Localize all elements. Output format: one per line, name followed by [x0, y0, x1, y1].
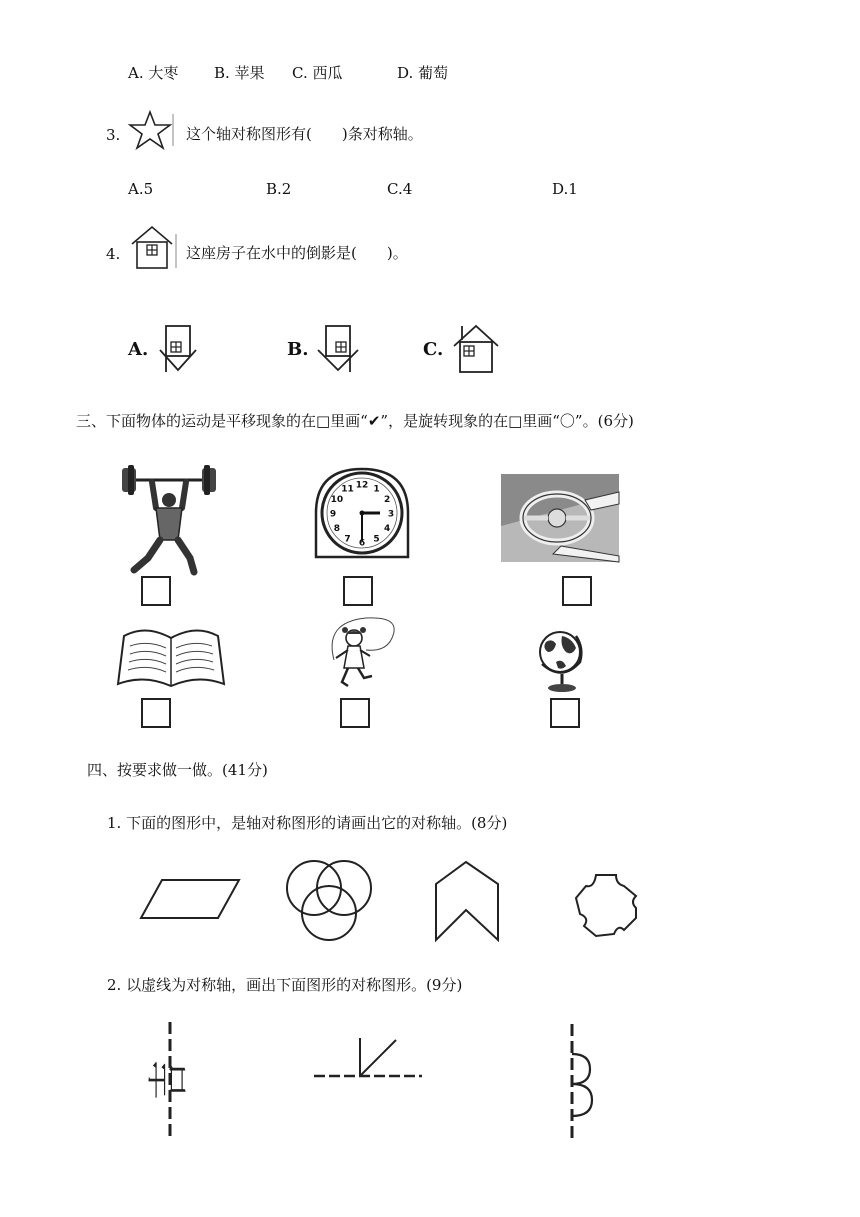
clock-number: 10 [330, 495, 344, 505]
option-d: D. 葡萄 [397, 64, 449, 82]
answer-box-weightlifter[interactable] [141, 576, 171, 606]
option-c: C. 西瓜 [292, 64, 343, 82]
question-3-number: 3. [106, 126, 121, 144]
question-4-number: 4. [106, 245, 121, 263]
open-book-icon [114, 624, 228, 690]
answer-box-globe[interactable] [550, 698, 580, 728]
star-icon [128, 108, 178, 152]
three-circles-shape [284, 858, 376, 946]
clock-number: 7 [344, 534, 351, 545]
angle-mirror-figure [310, 1034, 426, 1084]
answer-box-clock[interactable] [343, 576, 373, 606]
question-4-text: 这座房子在水中的倒影是( )。 [186, 244, 408, 262]
q4-option-a-label: A. [128, 339, 149, 360]
svg-text:吉: 吉 [146, 1060, 192, 1100]
steering-wheel-icon [501, 474, 619, 562]
character-mirror-figure [136, 1018, 192, 1142]
section-4-title: 四、按要求做一做。(41分) [87, 761, 268, 779]
section-4-question-1: 1. 下面的图形中，是轴对称图形的请画出它的对称轴。(8分) [107, 814, 508, 832]
q3-option-c: C.4 [387, 180, 413, 198]
clock-number: 9 [329, 509, 337, 520]
answer-box-book[interactable] [141, 698, 171, 728]
section-4-question-2: 2. 以虚线为对称轴，画出下面图形的对称图形。(9分) [107, 976, 463, 994]
q4-option-c-label: C. [423, 339, 444, 360]
clock-number: 6 [358, 538, 366, 549]
option-b: B. 苹果 [214, 64, 265, 82]
clock-icon [312, 465, 412, 565]
house-c-icon [452, 322, 500, 374]
option-a: A. 大枣 [128, 64, 179, 82]
answer-box-steering-wheel[interactable] [562, 576, 592, 606]
question-3-text: 这个轴对称图形有( )条对称轴。 [186, 125, 423, 143]
clock-number: 8 [333, 524, 341, 534]
weightlifter-icon [120, 462, 220, 580]
clock-number: 5 [373, 534, 380, 545]
answer-box-jump-rope[interactable] [340, 698, 370, 728]
chevron-shape [432, 858, 504, 946]
q3-option-b: B.2 [266, 180, 292, 198]
house-icon [128, 224, 180, 272]
clock-number: 4 [383, 524, 391, 534]
parallelogram-shape [138, 876, 244, 922]
clock-number: 1 [373, 484, 380, 495]
section-3-title: 三、下面物体的运动是平移现象的在□里画“✔”，是旋转现象的在□里画“〇”。(6分) [76, 412, 634, 430]
number-three-mirror-figure [560, 1020, 604, 1140]
q3-option-d: D.1 [552, 180, 578, 198]
reflected-house-b-icon [314, 322, 362, 374]
q3-option-a: A.5 [128, 180, 154, 198]
reflected-house-a-icon [156, 322, 200, 374]
q4-option-b-label: B. [287, 339, 309, 360]
jump-rope-girl-icon [326, 616, 404, 694]
clock-number: 3 [387, 509, 395, 520]
clock-number: 11 [341, 484, 354, 495]
clock-number: 12 [355, 480, 369, 491]
scalloped-octagon-shape [572, 872, 642, 942]
clock-number: 2 [383, 495, 391, 505]
globe-icon [532, 628, 594, 694]
